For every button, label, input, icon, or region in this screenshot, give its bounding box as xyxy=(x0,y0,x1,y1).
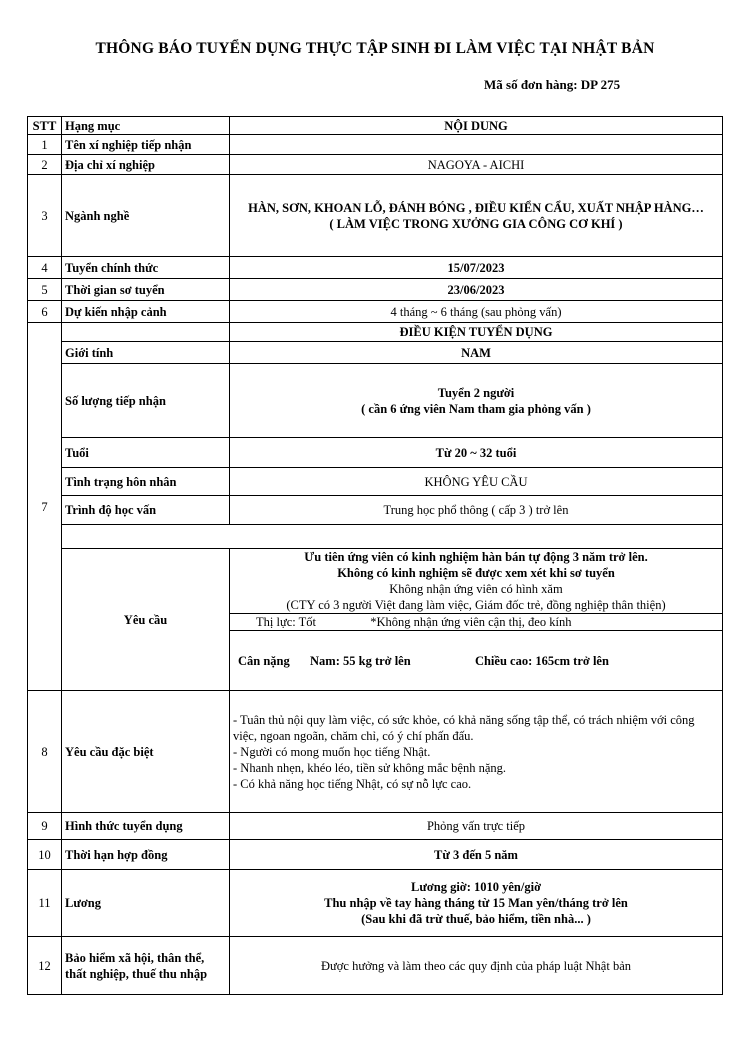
row-stt: 4 xyxy=(28,257,62,279)
row-item: Tuyển chính thức xyxy=(62,257,230,279)
header-stt: STT xyxy=(28,117,62,135)
row-item: Tuổi xyxy=(62,438,230,468)
weight-label: Cân nặng xyxy=(238,653,290,668)
table-row xyxy=(28,691,723,813)
row-content: Được hưởng và làm theo các quy định của pháp luật Nhật bản xyxy=(230,937,723,995)
table-row xyxy=(28,549,723,631)
salary-line: Lương giờ: 1010 yên/giờ xyxy=(410,880,541,894)
quantity-line: Tuyển 2 người xyxy=(437,385,515,400)
requirements-content xyxy=(230,549,723,631)
row-item-empty xyxy=(62,323,230,342)
row-stt: 1 xyxy=(28,135,62,155)
table-row xyxy=(28,468,723,496)
page-title: THÔNG BÁO TUYỂN DỤNG THỰC TẬP SINH ĐI LÀM VIỆC TẠI NHẬT BẢN xyxy=(95,40,655,57)
row-item: Thời hạn hợp đồng xyxy=(62,840,230,870)
quantity-note: ( cần 6 ứng viên Nam tham gia phỏng vấn ) xyxy=(361,401,591,416)
special-line: - Có khả năng học tiếng Nhật, có sự nỗ lực cao. xyxy=(233,776,472,791)
table-row xyxy=(28,257,723,279)
table-row xyxy=(28,364,723,438)
row-item: Yêu cầu xyxy=(62,549,230,691)
row-content: 23/06/2023 xyxy=(230,279,723,301)
row-stt: 9 xyxy=(28,813,62,840)
row-item: Thời gian sơ tuyển xyxy=(62,279,230,301)
special-line: - Nhanh nhẹn, khéo léo, tiền sử không mắc bệnh nặng. xyxy=(233,760,507,775)
table-row xyxy=(28,135,723,155)
table-row xyxy=(28,155,723,175)
salary-line: (Sau khi đã trừ thuế, bảo hiểm, tiền nhà... ) xyxy=(361,912,591,926)
requirement-line: Không có kinh nghiệm sẽ được xem xét khi sơ tuyển xyxy=(337,566,615,580)
order-code: Mã số đơn hàng: DP 275 xyxy=(484,77,621,92)
row-item: Trình độ học vấn xyxy=(62,496,230,525)
special-line: - Tuân thủ nội quy làm việc, có sức khỏe, có khả năng sống tập thể, có trách nhiệm với công việc, ngoan ngoãn, chăm chỉ, có ý chí phấn đấu. xyxy=(233,712,695,743)
row-content xyxy=(230,175,723,257)
row-stt: 11 xyxy=(28,870,62,937)
row-content: KHÔNG YÊU CẦU xyxy=(230,468,723,496)
row-item: Ngành nghề xyxy=(62,175,230,257)
body-measure-row xyxy=(230,631,723,691)
row-content xyxy=(230,135,723,155)
row-content: Từ 3 đến 5 năm xyxy=(230,840,723,870)
vision-row xyxy=(230,613,722,630)
salary-line: Thu nhập về tay hàng tháng từ 15 Man yên/tháng trở lên xyxy=(324,896,628,910)
row-content xyxy=(230,364,723,438)
special-requirements xyxy=(230,691,723,813)
row-stt: 12 xyxy=(28,937,62,995)
row-stt: 3 xyxy=(28,175,62,257)
row-item: Yêu cầu đặc biệt xyxy=(62,691,230,813)
header-item: Hạng mục xyxy=(62,117,230,135)
row-item: Số lượng tiếp nhận xyxy=(62,364,230,438)
table-row xyxy=(28,496,723,525)
table-row xyxy=(28,323,723,342)
row-item: Giới tính xyxy=(62,342,230,364)
table-row xyxy=(28,175,723,257)
table-row xyxy=(28,840,723,870)
header-content: NỘI DUNG xyxy=(230,117,723,135)
height-value: Chiều cao: 165cm trở lên xyxy=(474,653,609,668)
row-content: 15/07/2023 xyxy=(230,257,723,279)
table-row xyxy=(28,937,723,995)
table-row xyxy=(28,279,723,301)
row-content: NAM xyxy=(230,342,723,364)
row-stt: 8 xyxy=(28,691,62,813)
row-content: Từ 20 ~ 32 tuổi xyxy=(230,438,723,468)
row-stt: 6 xyxy=(28,301,62,323)
table-row xyxy=(28,870,723,937)
row-stt: 5 xyxy=(28,279,62,301)
vision-note: *Không nhận ứng viên cận thị, đeo kính xyxy=(370,615,572,629)
table-row xyxy=(28,342,723,364)
row-content: NAGOYA - AICHI xyxy=(230,155,723,175)
occupation-note: ( LÀM VIỆC TRONG XƯỞNG GIA CÔNG CƠ KHÍ ) xyxy=(329,216,623,231)
occupation-line: HÀN, SƠN, KHOAN LỖ, ĐÁNH BÓNG , ĐIỀU KIỂN CẨU, XUẤT NHẬP HÀNG… xyxy=(248,200,704,215)
requirement-line: Không nhận ứng viên có hình xăm xyxy=(389,582,563,596)
row-item: Bảo hiểm xã hội, thân thể, thất nghiệp, thuế thu nhập xyxy=(62,937,230,995)
row-item: Tên xí nghiệp tiếp nhận xyxy=(62,135,230,155)
recruitment-table xyxy=(27,116,723,995)
row-stt: 2 xyxy=(28,155,62,175)
row-stt: 7 xyxy=(28,323,62,691)
requirement-line: (CTY có 3 người Việt đang làm việc, Giám đốc trẻ, đồng nghiệp thân thiện) xyxy=(286,598,666,612)
row-item: Địa chỉ xí nghiệp xyxy=(62,155,230,175)
row-content: Trung học phổ thông ( cấp 3 ) trở lên xyxy=(230,496,723,525)
row-item: Lương xyxy=(62,870,230,937)
row-item: Dự kiến nhập cảnh xyxy=(62,301,230,323)
row-content: 4 tháng ~ 6 tháng (sau phỏng vấn) xyxy=(230,301,723,323)
table-row xyxy=(28,438,723,468)
vision-value: Thị lực: Tốt xyxy=(256,615,317,629)
table-row xyxy=(28,813,723,840)
table-row-empty xyxy=(28,525,723,549)
table-header-row xyxy=(28,117,723,135)
special-line: - Người có mong muốn học tiếng Nhật. xyxy=(233,744,431,759)
weight-value: Nam: 55 kg trở lên xyxy=(310,653,411,668)
row-item: Tình trạng hôn nhân xyxy=(62,468,230,496)
table-row xyxy=(28,301,723,323)
salary-content xyxy=(230,870,723,937)
row-item: Hình thức tuyển dụng xyxy=(62,813,230,840)
requirement-line: Ưu tiên ứng viên có kinh nghiệm hàn bán tự động 3 năm trở lên. xyxy=(304,550,648,564)
conditions-section-title: ĐIỀU KIỆN TUYỂN DỤNG xyxy=(230,323,723,342)
row-content: Phỏng vấn trực tiếp xyxy=(230,813,723,840)
row-stt: 10 xyxy=(28,840,62,870)
empty-cell xyxy=(62,525,723,549)
